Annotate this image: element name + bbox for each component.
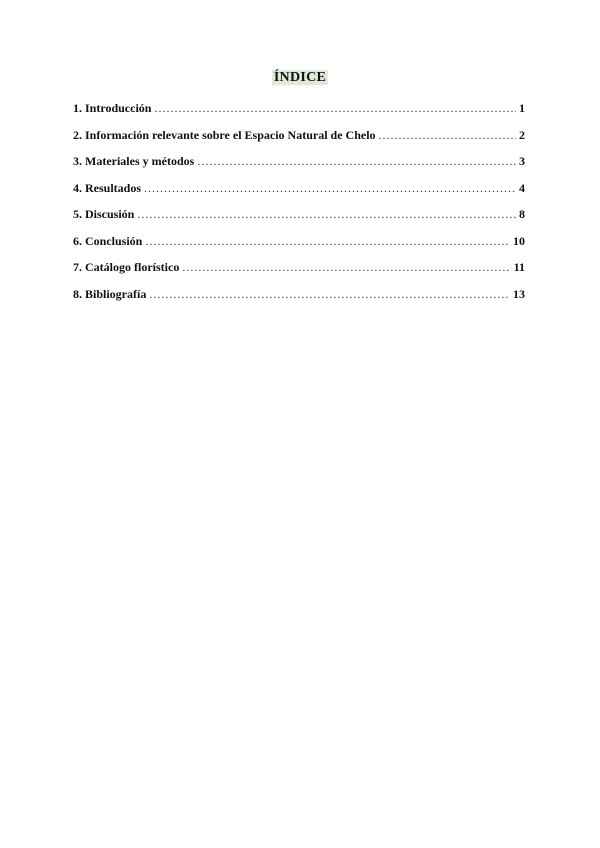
toc-leader-dots: [144, 181, 516, 196]
toc-entry-label: 3. Materiales y métodos: [73, 154, 195, 168]
toc-leader-dots: [149, 287, 510, 302]
toc-leader-dots: [379, 128, 516, 143]
toc-entry[interactable]: [73, 154, 525, 181]
toc-leader-dots: [154, 101, 516, 116]
table-of-contents: [73, 101, 525, 313]
toc-entry[interactable]: [73, 207, 525, 234]
index-title: [0, 70, 600, 86]
toc-entry-label: 5. Discusión: [73, 207, 135, 221]
toc-entry[interactable]: [73, 128, 525, 155]
toc-entry-page: 8: [519, 207, 525, 221]
toc-leader-dots: [182, 260, 510, 275]
toc-entry-label: 2. Información relevante sobre el Espacio Natural de Chelo: [73, 127, 376, 142]
toc-entry-page: 4: [519, 180, 525, 195]
toc-entry[interactable]: [73, 287, 525, 314]
toc-entry-page: 3: [519, 154, 525, 168]
toc-entry-label: 7. Catálogo florístico: [73, 260, 180, 274]
toc-entry-label: 6. Conclusión: [73, 233, 143, 248]
toc-entry-label: 4. Resultados: [73, 180, 142, 195]
toc-entry[interactable]: [73, 234, 525, 261]
toc-entry-page: 11: [513, 260, 525, 274]
toc-leader-dots: [197, 154, 516, 169]
toc-entry[interactable]: [73, 181, 525, 208]
toc-leader-dots: [137, 207, 516, 222]
toc-leader-dots: [145, 234, 510, 249]
toc-entry-page: 13: [513, 286, 525, 301]
toc-entry[interactable]: [73, 101, 525, 128]
toc-entry-page: 2: [519, 127, 525, 142]
toc-entry-label: 8. Bibliografía: [73, 286, 147, 301]
index-title-text: ÍNDICE: [273, 70, 327, 85]
toc-entry[interactable]: [73, 260, 525, 287]
toc-entry-page: 10: [513, 233, 525, 248]
toc-entry-label: 1. Introducción: [73, 101, 152, 115]
toc-entry-page: 1: [519, 101, 525, 115]
